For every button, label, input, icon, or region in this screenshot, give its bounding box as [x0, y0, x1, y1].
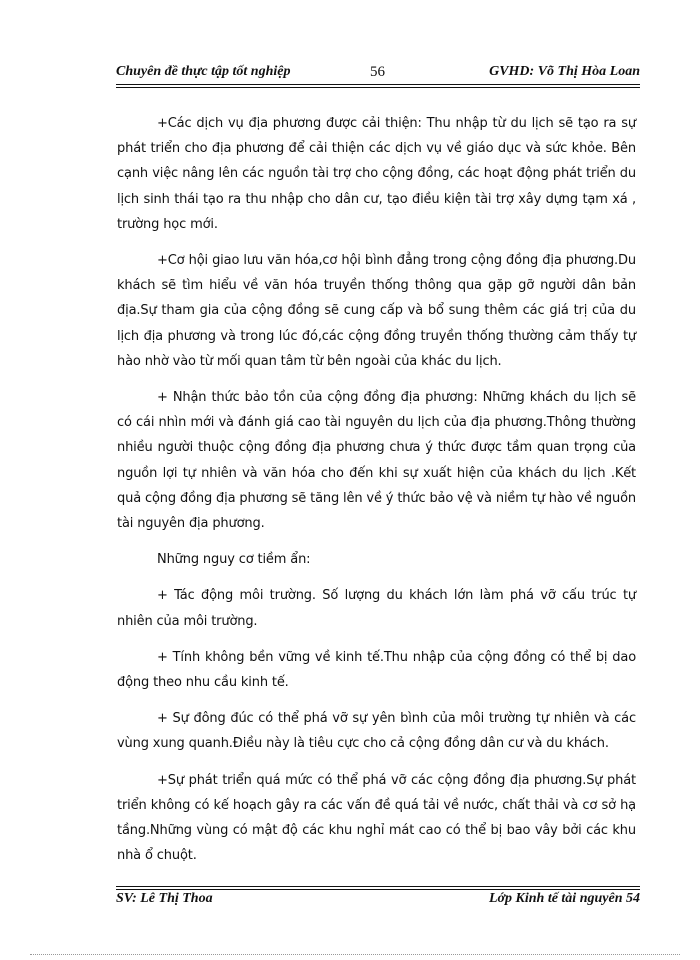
paragraph-local-services: +Các dịch vụ địa phương được cải thiện: Thu nhập từ du lịch sẽ tạo ra sự phát triển cho địa phương để cải thiện các dịch vụ về giáo dục và sức khỏe. Bên cạnh việc nâng lên các nguồn tài trợ cho cộng đồng, các hoạt động phát triển du lịch sinh thái tạo ra thu nhập cho dân cư, tạo điều kiện tài trợ xây dựng tạm xá , trường học mới. [117, 116, 636, 232]
paragraph-crowding: + Sự đông đúc có thể phá vỡ sự yên bình của môi trường tự nhiên và các vùng xung quanh.Điều này là tiêu cực cho cả cộng đồng dân cư và du khách. [117, 711, 636, 752]
header-rule-thin [116, 87, 640, 88]
paragraph-environmental-impact: + Tác động môi trường. Số lượng du khách lớn làm phá vỡ cấu trúc tự nhiên của môi trường. [117, 588, 636, 629]
header-rule-thick [116, 84, 640, 85]
header-title: Chuyên đề thực tập tốt nghiệp [116, 64, 291, 79]
page-edge-dots [30, 954, 680, 955]
body-text [117, 111, 636, 879]
page-footer [116, 891, 640, 913]
paragraph-overdevelopment: +Sự phát triển quá mức có thể phá vỡ các cộng đồng địa phương.Sự phát triển không có kế hoạch gây ra các vấn đề quá tải về nước, chất thải và cơ sở hạ tầng.Những vùng có mật độ các khu nghỉ mát cao có thể bị bao vây bởi các khu nhà ổ chuột. [117, 772, 636, 864]
footer-rule-thin [116, 886, 640, 887]
paragraph-risks-heading: Những nguy cơ tiềm ẩn: [157, 552, 311, 568]
page-number: 56 [370, 64, 385, 80]
footer-rule-thick [116, 889, 640, 890]
footer-class: Lớp Kinh tế tài nguyên 54 [488, 891, 640, 906]
header-advisor: GVHD: Võ Thị Hòa Loan [489, 64, 640, 79]
footer-student: SV: Lê Thị Thoa [116, 891, 213, 906]
page-header [116, 62, 640, 84]
paragraph-conservation-awareness: + Nhận thức bảo tồn của cộng đồng địa phương: Những khách du lịch sẽ có cái nhìn mới và đánh giá cao tài nguyên du lịch của địa phương.Thông thường nhiều người thuộc cộng đồng địa phương chưa ý thức được tầm quan trọng của nguồn lợi tự nhiên và văn hóa cho đến khi sự xuất hiện của khách du lịch .Kết quả cộng đồng địa phương sẽ tăng lên về ý thức bảo vệ và niềm tự hào về nguồn tài nguyên địa phương. [117, 390, 637, 532]
paragraph-economic-instability: + Tính không bền vững về kinh tế.Thu nhập của cộng đồng có thể bị dao động theo nhu cầu kinh tế. [117, 649, 636, 691]
paragraph-cultural-exchange: +Cơ hội giao lưu văn hóa,cơ hội bình đẳng trong cộng đồng địa phương.Du khách sẽ tìm hiểu về văn hóa truyền thống thông qua gặp gỡ người dân bản địa.Sự tham gia của cộng đồng sẽ cung cấp và bổ sung thêm các giá trị của du lịch địa phương và trong lúc đó,các cộng đồng truyền thống thường cảm thấy tự hào nhờ vào từ mối quan tâm từ bên ngoài của khác du lịch. [117, 253, 636, 369]
